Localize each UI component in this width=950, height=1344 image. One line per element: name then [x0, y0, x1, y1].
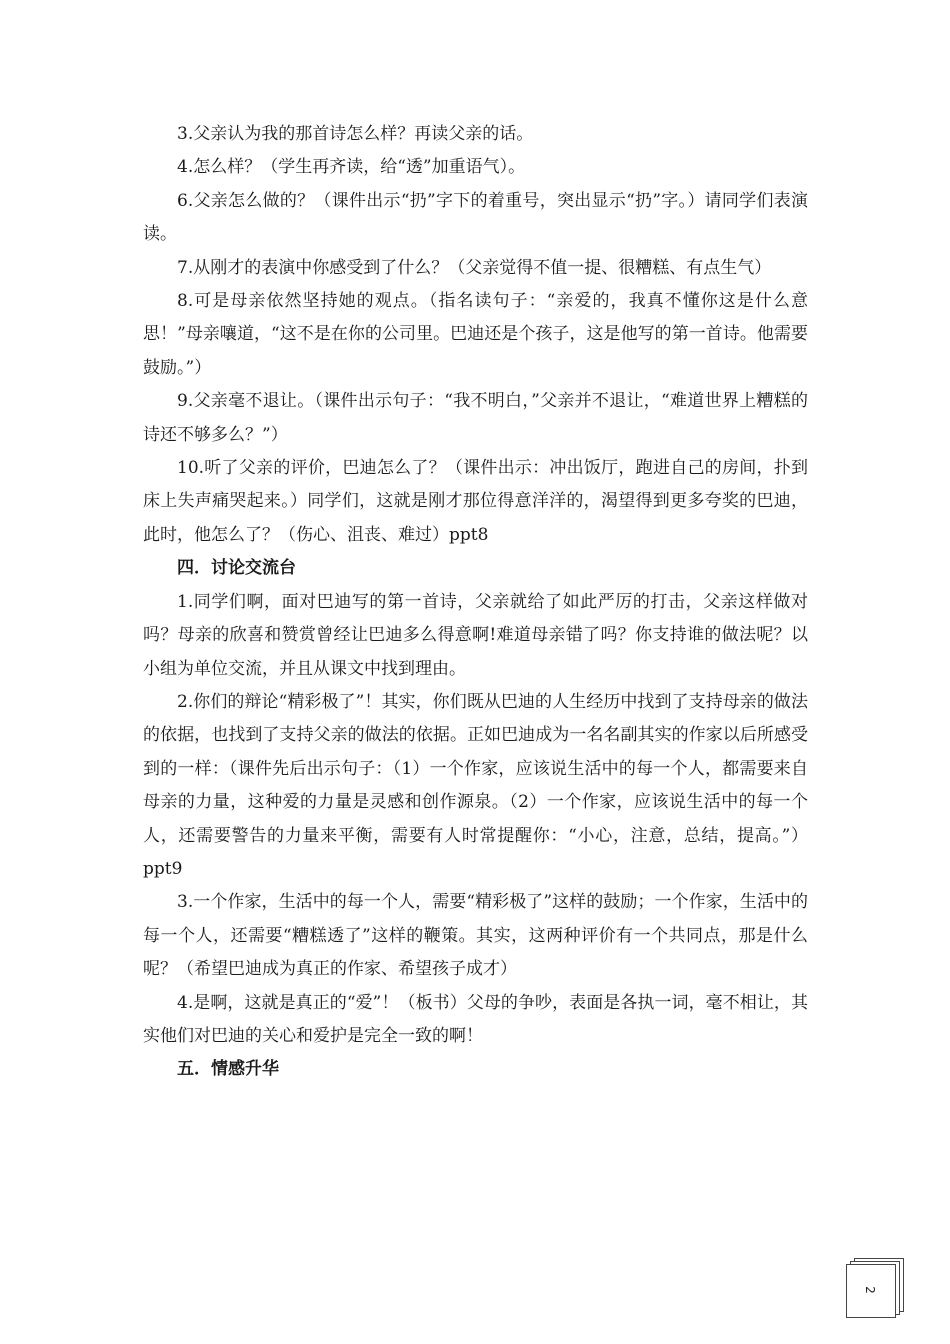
paragraph-3: 3.父亲认为我的那首诗怎么样？再读父亲的话。	[177, 124, 534, 144]
paragraph-10: 10.听了父亲的评价，巴迪怎么了？（课件出示：冲出饭厅，跑进自己的房间，扑到床上失声痛哭起来。）同学们，这就是刚才那位得意洋洋的，渴望得到更多夸奖的巴迪，此时，他怎么了？（伤心、沮丧、难过）ppt8	[143, 458, 808, 545]
section-4-paragraph-4: 4.是啊，这就是真正的“爱”！（板书）父母的争吵，表面是各执一词，毫不相让，其实他们对巴迪的关心和爱护是完全一致的啊！	[143, 992, 808, 1046]
section-4-paragraph-3: 3.一个作家，生活中的每一个人，需要“精彩极了”这样的鼓励；一个作家，生活中的每一个人，还需要“糟糕透了”这样的鞭策。其实，这两种评价有一个共同点，那是什么呢？（希望巴迪成为真正的作家、希望孩子成才）	[143, 892, 808, 980]
paragraph-8: 8.可是母亲依然坚持她的观点。（指名读句子：“亲爱的，我真不懂你这是什么意思！”母亲嚷道，“这不是在你的公司里。巴迪还是个孩子，这是他写的第一首诗。他需要鼓励。”）	[143, 291, 808, 378]
section-5-heading: 五．情感升华	[177, 1059, 279, 1080]
paragraph-6: 6.父亲怎么做的？（课件出示“扔”字下的着重号，突出显示“扔”字。）请同学们表演读。	[143, 190, 808, 245]
document-body	[143, 118, 808, 1087]
paragraph-9: 9.父亲毫不退让。（课件出示句子：“我不明白，”父亲并不退让，“难道世界上糟糕的诗还不够多么？”）	[143, 391, 808, 445]
section-4-paragraph-1: 1.同学们啊，面对巴迪写的第一首诗，父亲就给了如此严厉的打击，父亲这样做对吗？母亲的欣喜和赞赏曾经让巴迪多么得意啊!难道母亲错了吗？你支持谁的做法呢？以小组为单位交流，并且从课文中找到理由。	[143, 591, 808, 679]
paragraph-4: 4.怎么样？（学生再齐读，给“透”加重语气）。	[177, 157, 526, 178]
paragraph-7: 7.从刚才的表演中你感受到了什么？（父亲觉得不值一提、很糟糕、有点生气）	[177, 257, 772, 278]
section-4-heading: 四．讨论交流台	[177, 558, 296, 579]
page-number: 2	[863, 1286, 877, 1294]
section-4-paragraph-2: 2.你们的辩论“精彩极了”！其实，你们既从巴迪的人生经历中找到了支持母亲的做法的依据，也找到了支持父亲的做法的依据。正如巴迪成为一名名副其实的作家以后所感受到的一样：（课件先后出示句子：（1）一个作家，应该说生活中的每一个人，都需要来自母亲的力量，这种爱的力量是灵感和创作源泉。（2）一个作家，应该说生活中的每一个人，还需要警告的力量来平衡，需要有人时常提醒你：“小心，注意，总结，提高。”）ppt9	[143, 691, 808, 879]
page-number-badge	[846, 1258, 904, 1316]
